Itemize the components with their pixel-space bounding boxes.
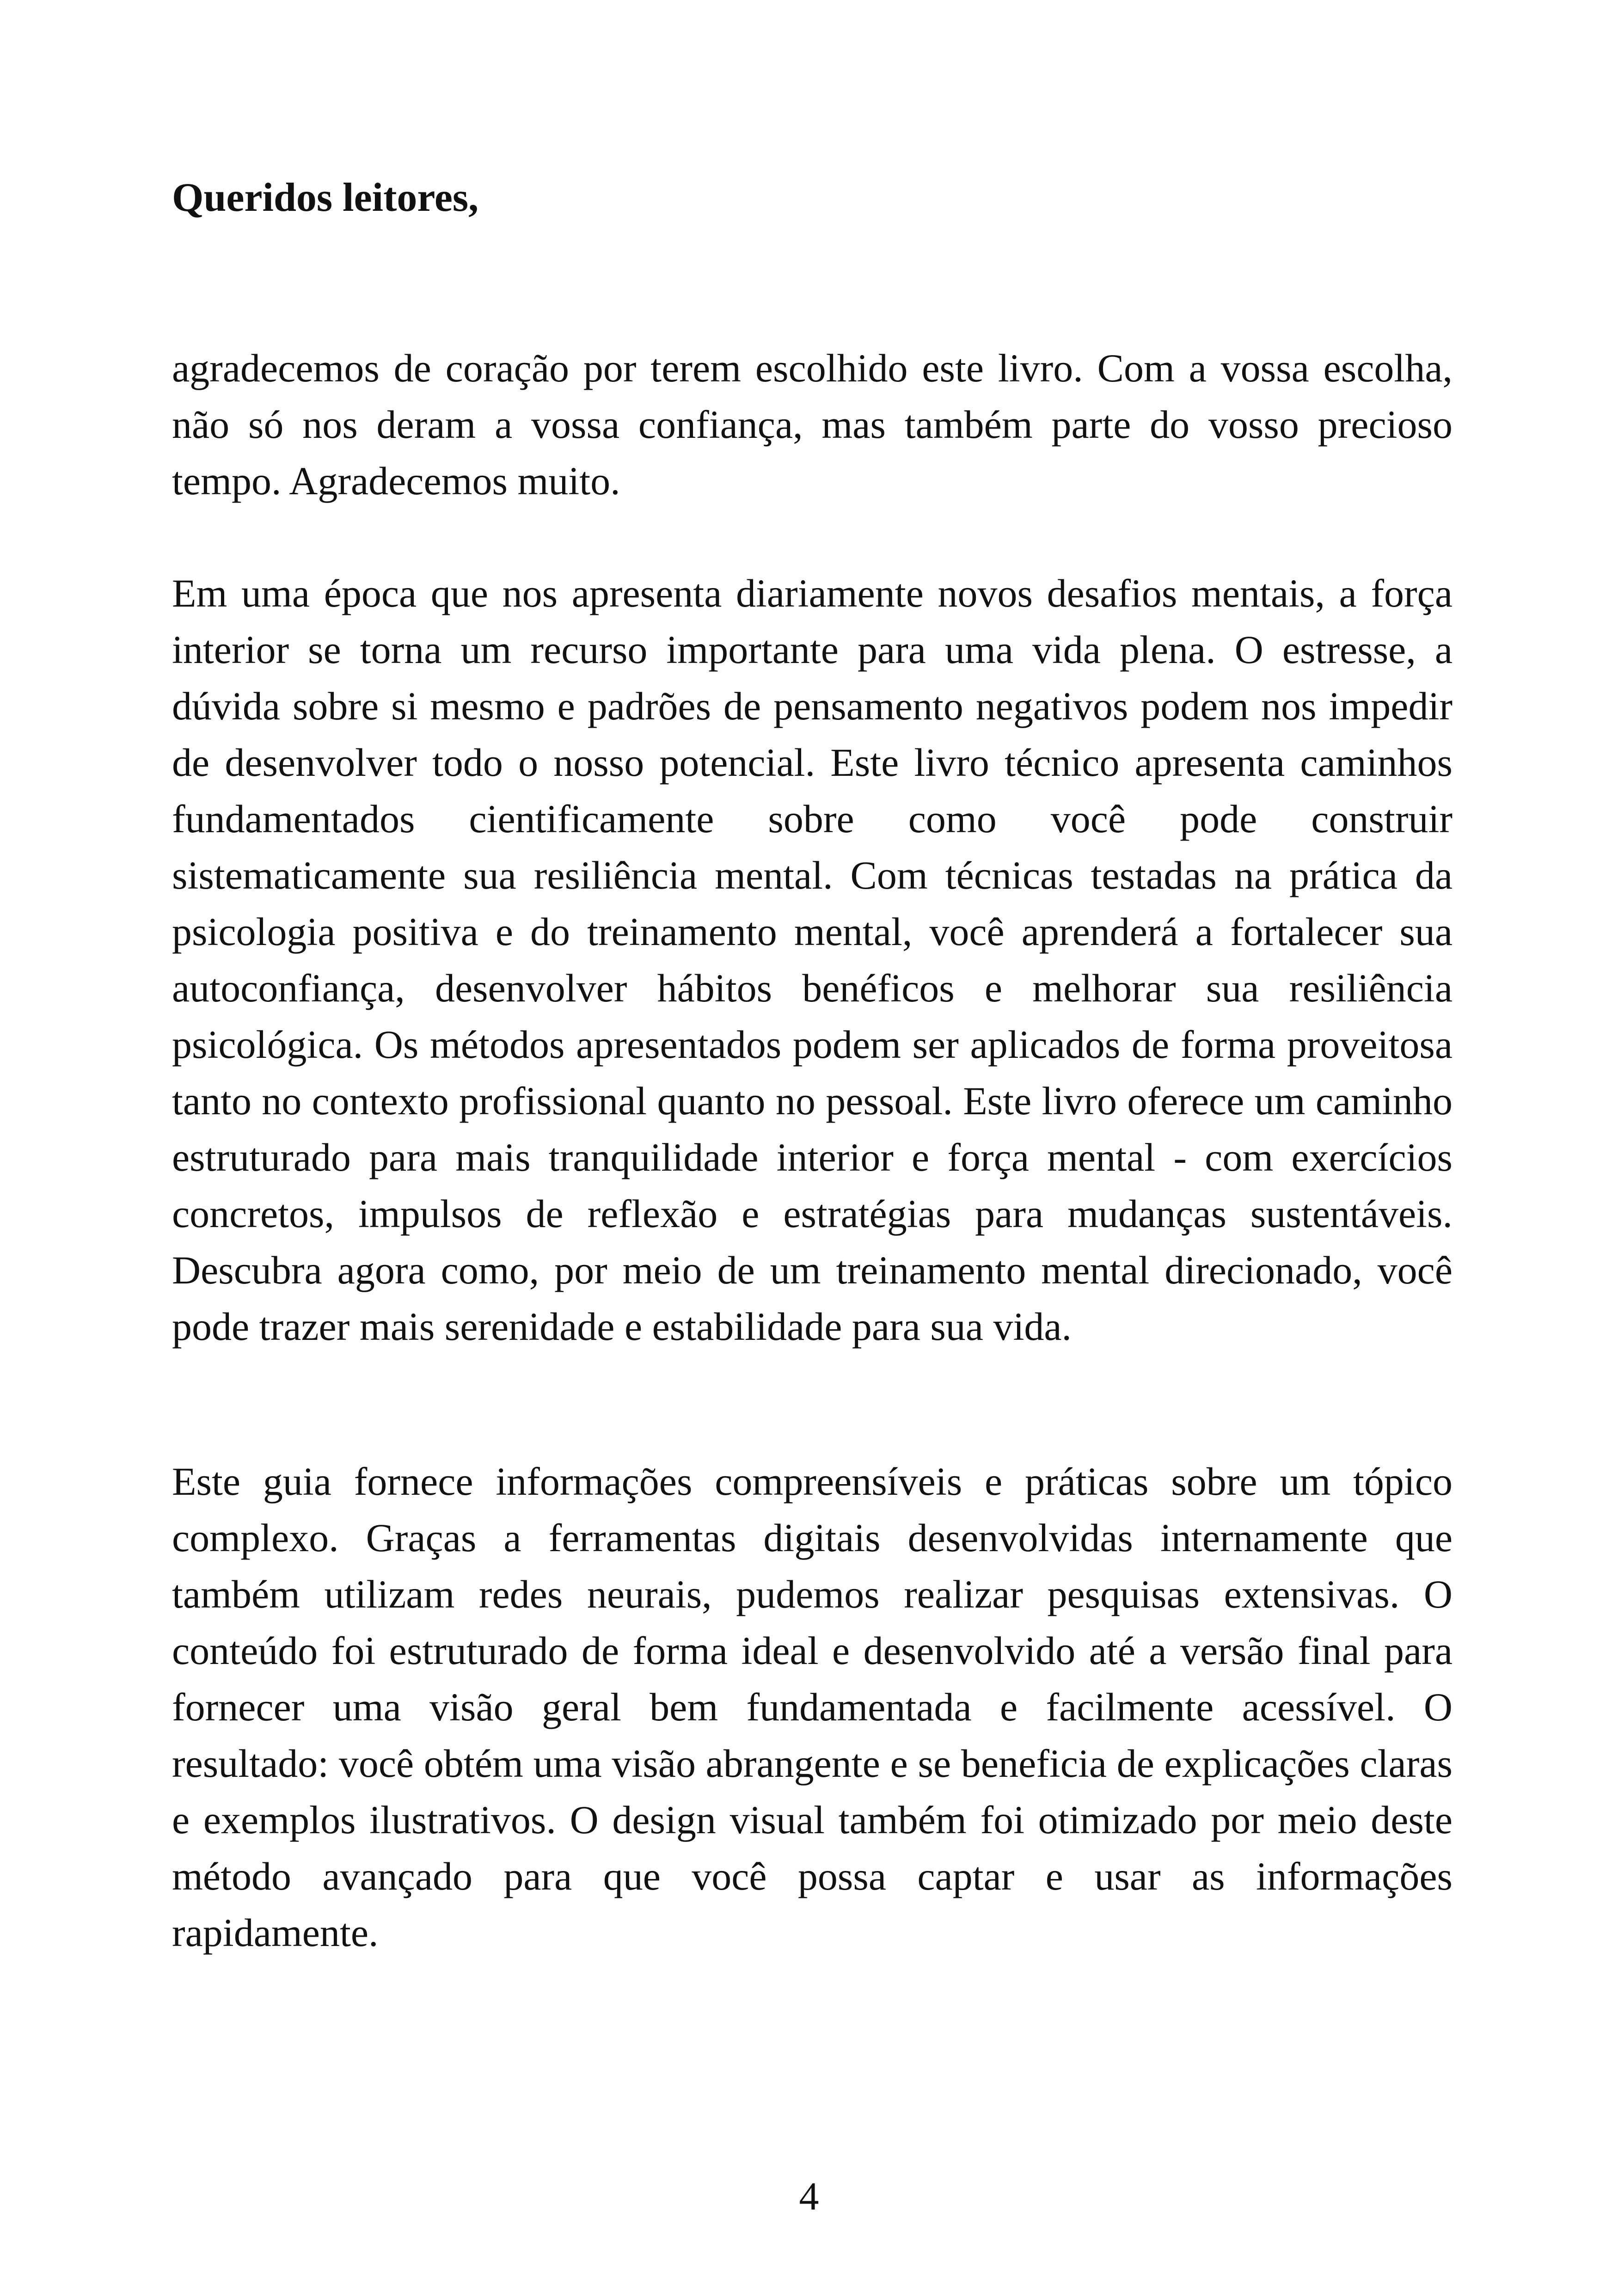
page-number: 4 — [799, 2174, 819, 2218]
paragraph-guide-info: Este guia fornece informações compreensíveis e práticas sobre um tópico complexo. Graças a ferramentas digitais desenvolvidas internamente que também utilizam redes neurais, pudemos realizar pesquisas extensivas. O conteúdo foi estruturado de forma ideal e desenvolvido até a versão final para fornecer uma visão geral bem fundamentada e facilmente acessível. O resultado: você obtém uma visão abrangente e se beneficia de explicações claras e exemplos ilustrativos. O design visual também foi otimizado por meio deste método avançado para que você possa captar e usar as informações rapidamente. — [172, 1459, 1453, 1955]
paragraph-thanks: agradecemos de coração por terem escolhido este livro. Com a vossa escolha, não só nos deram a vossa confiança, mas também parte do vosso precioso tempo. Agradecemos muito. — [172, 346, 1453, 503]
greeting-heading: Queridos leitores, — [172, 175, 479, 220]
paragraph-book-intro: Em uma época que nos apresenta diariamente novos desafios mentais, a força interior se torna um recurso importante para uma vida plena. O estresse, a dúvida sobre si mesmo e padrões de pensamento negativos podem nos impedir de desenvolver todo o nosso potencial. Este livro técnico apresenta caminhos fundamentados cientificamente sobre como você pode construir sistematicamente sua resiliência mental. Com técnicas testadas na prática da psicologia positiva e do treinamento mental, você aprenderá a fortalecer sua autoconfiança, desenvolver hábitos benéficos e melhorar sua resiliência psicológica. Os métodos apresentados podem ser aplicados de forma proveitosa tanto no contexto profissional quanto no pessoal. Este livro oferece um caminho estruturado para mais tranquilidade interior e força mental - com exercícios concretos, impulsos de reflexão e estratégias para mudanças sustentáveis. Descubra agora como, por meio de um treinamento mental direcionado, você pode trazer mais serenidade e estabilidade para sua vida. — [172, 571, 1453, 1349]
